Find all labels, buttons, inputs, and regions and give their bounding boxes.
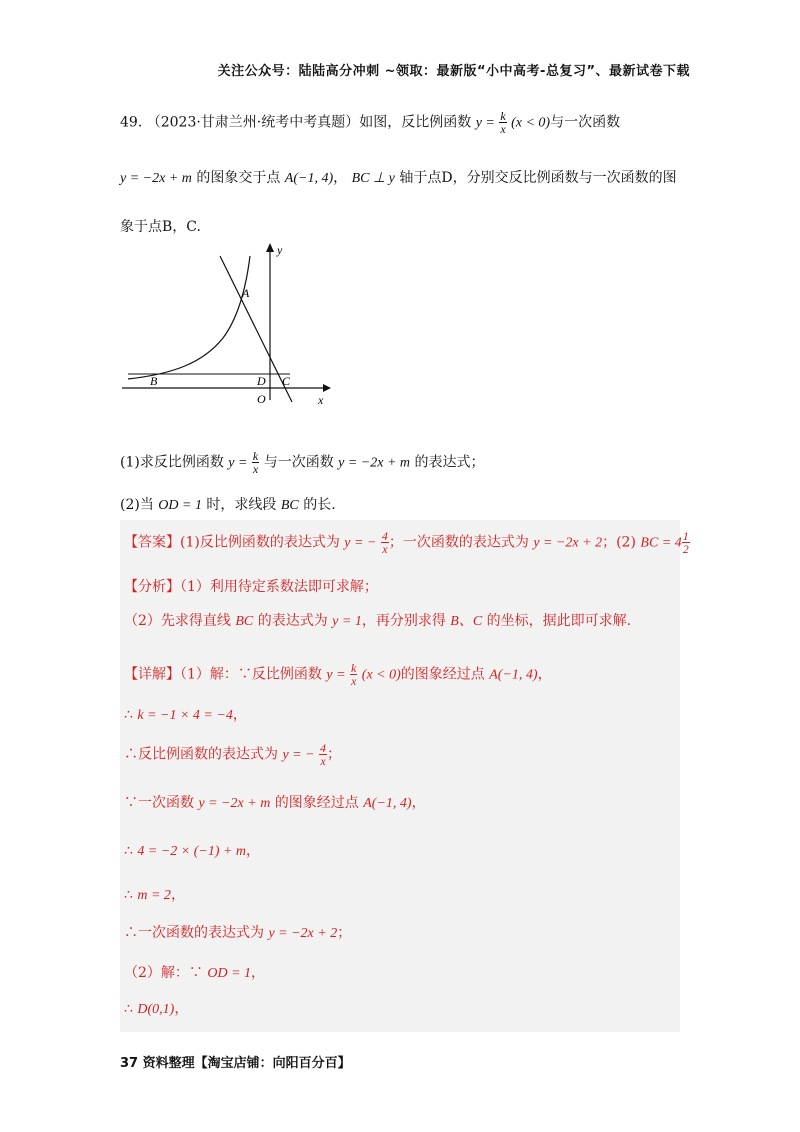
- question-source: （2023·甘肃兰州·统考中考真题）: [146, 114, 360, 131]
- question-number: 49.: [120, 114, 143, 131]
- detail-line-4: [124, 792, 426, 812]
- part-1-text: 的表达式；: [414, 454, 485, 471]
- answer-tag: 【答案】: [124, 534, 180, 551]
- question-text: 的图象交于点: [196, 170, 281, 186]
- detail-text: ，: [174, 1001, 189, 1017]
- math-bc: BC: [280, 498, 299, 513]
- therefore-symbol: ∴: [124, 707, 133, 723]
- detail-text: （2）解：∵: [124, 965, 203, 981]
- math-bc: BC: [235, 614, 254, 629]
- question-line-3: 象于点B，C.: [120, 219, 201, 235]
- analysis-text: 的坐标，据此即可求解.: [486, 613, 632, 629]
- detail-line-2: [124, 704, 247, 724]
- fraction-k-over-x: $\frac{k}{x}$: [500, 109, 506, 136]
- label-d: D: [257, 374, 266, 388]
- detail-text: 的图象经过点: [274, 795, 359, 811]
- question-line-1: [120, 110, 620, 135]
- math-condition: (x < 0): [511, 115, 551, 131]
- math-point-a: A(−1, 4): [363, 796, 412, 811]
- detail-line-9: [124, 998, 188, 1018]
- detail-tag: 【详解】: [124, 666, 180, 683]
- question-text: 如图，反比例函数: [359, 114, 472, 131]
- math-linear-eq: y = −2x + m: [120, 171, 192, 186]
- math-substitution: 4 = −2 × (−1) + m: [137, 844, 247, 859]
- detail-text: ，: [232, 707, 247, 723]
- detail-text: ∵一次函数: [124, 795, 194, 811]
- label-x: x: [318, 393, 324, 407]
- math-inverse-eq: y = −: [282, 747, 315, 763]
- detail-line-8: [124, 962, 265, 982]
- math-inverse-eq: y = −: [344, 535, 377, 551]
- detail-text: ∴反比例函数的表达式为: [124, 746, 278, 763]
- page-header: 关注公众号：陆陆高分冲刺 ~领取：最新版“小中高考-总复习”、最新试卷下载: [217, 64, 690, 79]
- label-o: O: [257, 392, 266, 406]
- label-c: C: [282, 374, 291, 388]
- analysis-text: （1）利用待定系数法即可求解；: [180, 579, 378, 595]
- detail-text: （1）解：∵反比例函数: [180, 666, 322, 683]
- detail-line-7: [124, 922, 351, 942]
- answer-panel: [120, 520, 680, 1032]
- math-od: OD = 1: [158, 498, 202, 513]
- detail-text: ，: [537, 666, 552, 683]
- label-a: A: [242, 286, 250, 300]
- question-line-2: [120, 167, 677, 187]
- answer-line: [124, 530, 690, 555]
- math-y-eq-1: y = 1: [332, 614, 362, 629]
- math-condition: (x < 0): [361, 667, 401, 683]
- part-2-text: (2)当: [120, 497, 154, 513]
- page-footer: [120, 1052, 351, 1071]
- question-text: 轴于点D，分别交反比例函数与一次函数的图: [399, 170, 677, 186]
- math-k-value: k = −1 × 4 = −4: [137, 708, 233, 723]
- detail-text: ；: [337, 925, 352, 941]
- detail-text: ，: [170, 887, 185, 903]
- math-perp: BC ⊥ y: [351, 171, 395, 186]
- page-number: 37: [120, 1056, 139, 1071]
- math-linear-eq: y = −2x + 2: [268, 926, 338, 941]
- detail-text: ；: [327, 746, 342, 763]
- detail-line-1: [124, 662, 552, 687]
- math-point-a: A(−1, 4): [284, 171, 334, 186]
- analysis-tag: 【分析】: [124, 579, 180, 595]
- detail-line-5: [124, 840, 260, 860]
- part-1: [120, 450, 485, 475]
- therefore-symbol: ∴: [124, 887, 133, 903]
- math-y: y =: [228, 455, 248, 471]
- therefore-symbol: ∴: [124, 843, 133, 859]
- part-2: [120, 494, 336, 514]
- answer-text: (1)反比例函数的表达式为: [180, 534, 340, 551]
- detail-line-3: [124, 742, 341, 767]
- label-y: y: [277, 243, 283, 257]
- detail-text: ，: [411, 795, 426, 811]
- fraction-1-over-2: $\frac{1}{2}$: [682, 529, 689, 556]
- function-graph: [118, 238, 333, 408]
- answer-text: ；一次函数的表达式为: [388, 534, 529, 551]
- math-linear-eq: y = −2x + 2: [533, 535, 603, 551]
- analysis-text: ，再分别求得: [361, 613, 446, 629]
- footer-text: 资料整理【淘宝店铺：向阳百分百】: [142, 1056, 351, 1071]
- math-point-d: D(0,1): [137, 1002, 175, 1017]
- analysis-text: （2）先求得直线: [124, 613, 231, 629]
- x-axis-arrow-icon: [323, 384, 331, 392]
- fraction-k-over-x: $\frac{k}{x}$: [351, 661, 357, 688]
- math-m-value: m = 2: [137, 888, 171, 903]
- fraction-4-over-x: $\frac{4}{x}$: [320, 741, 327, 768]
- part-1-text: (1)求反比例函数: [120, 454, 224, 471]
- math-linear-eq: y = −2x + m: [338, 455, 411, 471]
- part-2-text: 时，求线段: [206, 497, 277, 513]
- detail-line-6: [124, 884, 185, 904]
- analysis-line-2: [124, 610, 631, 630]
- question-text: 与一次函数: [550, 114, 621, 131]
- math-bc-value: BC = 4: [640, 535, 682, 551]
- analysis-text: 的表达式为: [257, 613, 328, 629]
- part-2-text: 的长.: [303, 497, 336, 513]
- comma: ，: [333, 170, 348, 186]
- answer-text: ；(2): [602, 534, 636, 551]
- math-points-bc: B、C: [450, 614, 483, 629]
- detail-text: ，: [246, 843, 261, 859]
- math-od: OD = 1: [207, 966, 252, 981]
- math-y: y =: [326, 667, 346, 683]
- y-axis-arrow-icon: [266, 243, 274, 252]
- fraction-4-over-x: $\frac{4}{x}$: [381, 529, 388, 556]
- detail-text: ，: [251, 965, 266, 981]
- therefore-symbol: ∴: [124, 1001, 133, 1017]
- fraction-k-over-x: $\frac{k}{x}$: [252, 449, 259, 476]
- math-point-a: A(−1, 4): [489, 667, 538, 683]
- math-y: y =: [475, 115, 495, 131]
- detail-text: 的图象经过点: [400, 666, 485, 683]
- math-linear-eq: y = −2x + m: [198, 796, 271, 811]
- part-1-text: 与一次函数: [263, 454, 334, 471]
- hyperbola-curve: [128, 256, 250, 379]
- analysis-line-1: [124, 576, 378, 596]
- label-b: B: [150, 374, 158, 388]
- detail-text: ∴一次函数的表达式为: [124, 925, 264, 941]
